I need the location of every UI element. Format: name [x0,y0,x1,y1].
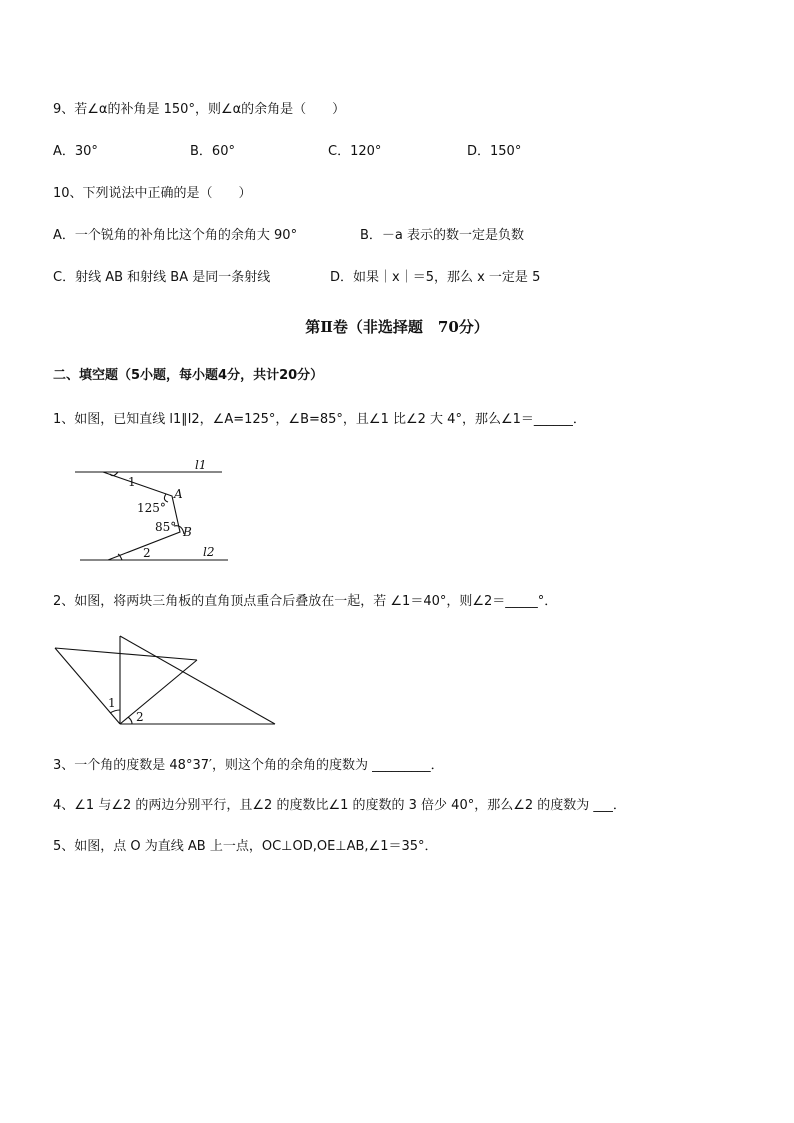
label-angle-a: 125° [137,501,166,515]
fill-3-stem: 3、一个角的度数是 48°37′，则这个角的余角的度数为 _________． [53,758,444,773]
question-10-option-c: C．射线 AB 和射线 BA 是同一条射线 [53,270,271,285]
question-9-option-d: D．150° [467,144,522,159]
question-10-option-a: A．一个锐角的补角比这个角的余角大 90° [53,228,298,243]
question-9-option-c: C．120° [328,144,382,159]
question-9-stem: 9、若∠α的补角是 150°，则∠α的余角是（ ） [53,102,346,117]
question-9-option-a: A．30° [53,144,98,159]
question-10-option-b: B．－a 表示的数一定是负数 [360,228,525,243]
fill-5-stem: 5、如图，点 O 为直线 AB 上一点，OC⊥OD,OE⊥AB,∠1＝35°． [53,839,438,854]
label-angle-b: 85° [155,520,177,534]
label-angle-2: 2 [143,546,151,560]
fill-1-stem: 1、如图，已知直线 l1∥l2，∠A=125°，∠B=85°，且∠1 比∠2 大 4°，那么∠1＝______． [53,412,586,427]
label-l1: l1 [195,458,207,472]
fill-2-stem: 2、如图，将两块三角板的直角顶点重合后叠放在一起，若 ∠1＝40°，则∠2＝_____°． [53,594,558,609]
question-9-option-b: B．60° [190,144,235,159]
section-title: 第Ⅱ卷（非选择题 70分） [305,318,489,336]
label-point-b: B [183,525,192,539]
question-10-option-d: D．如果｜x｜＝5，那么 x 一定是 5 [330,270,541,285]
label-angle-1: 1 [108,696,116,710]
label-angle-1: 1 [128,475,136,489]
fill-4-stem: 4、∠1 与∠2 的两边分别平行，且∠2 的度数比∠1 的度数的 3 倍少 40°，那么∠2 的度数为 ___． [53,798,626,813]
label-angle-2: 2 [136,710,144,724]
label-point-a: A [174,487,183,501]
question-10-stem: 10、下列说法中正确的是（ ） [53,186,252,201]
label-l2: l2 [203,545,215,559]
part-title: 二、填空题（5小题，每小题4分，共计20分） [53,368,324,383]
